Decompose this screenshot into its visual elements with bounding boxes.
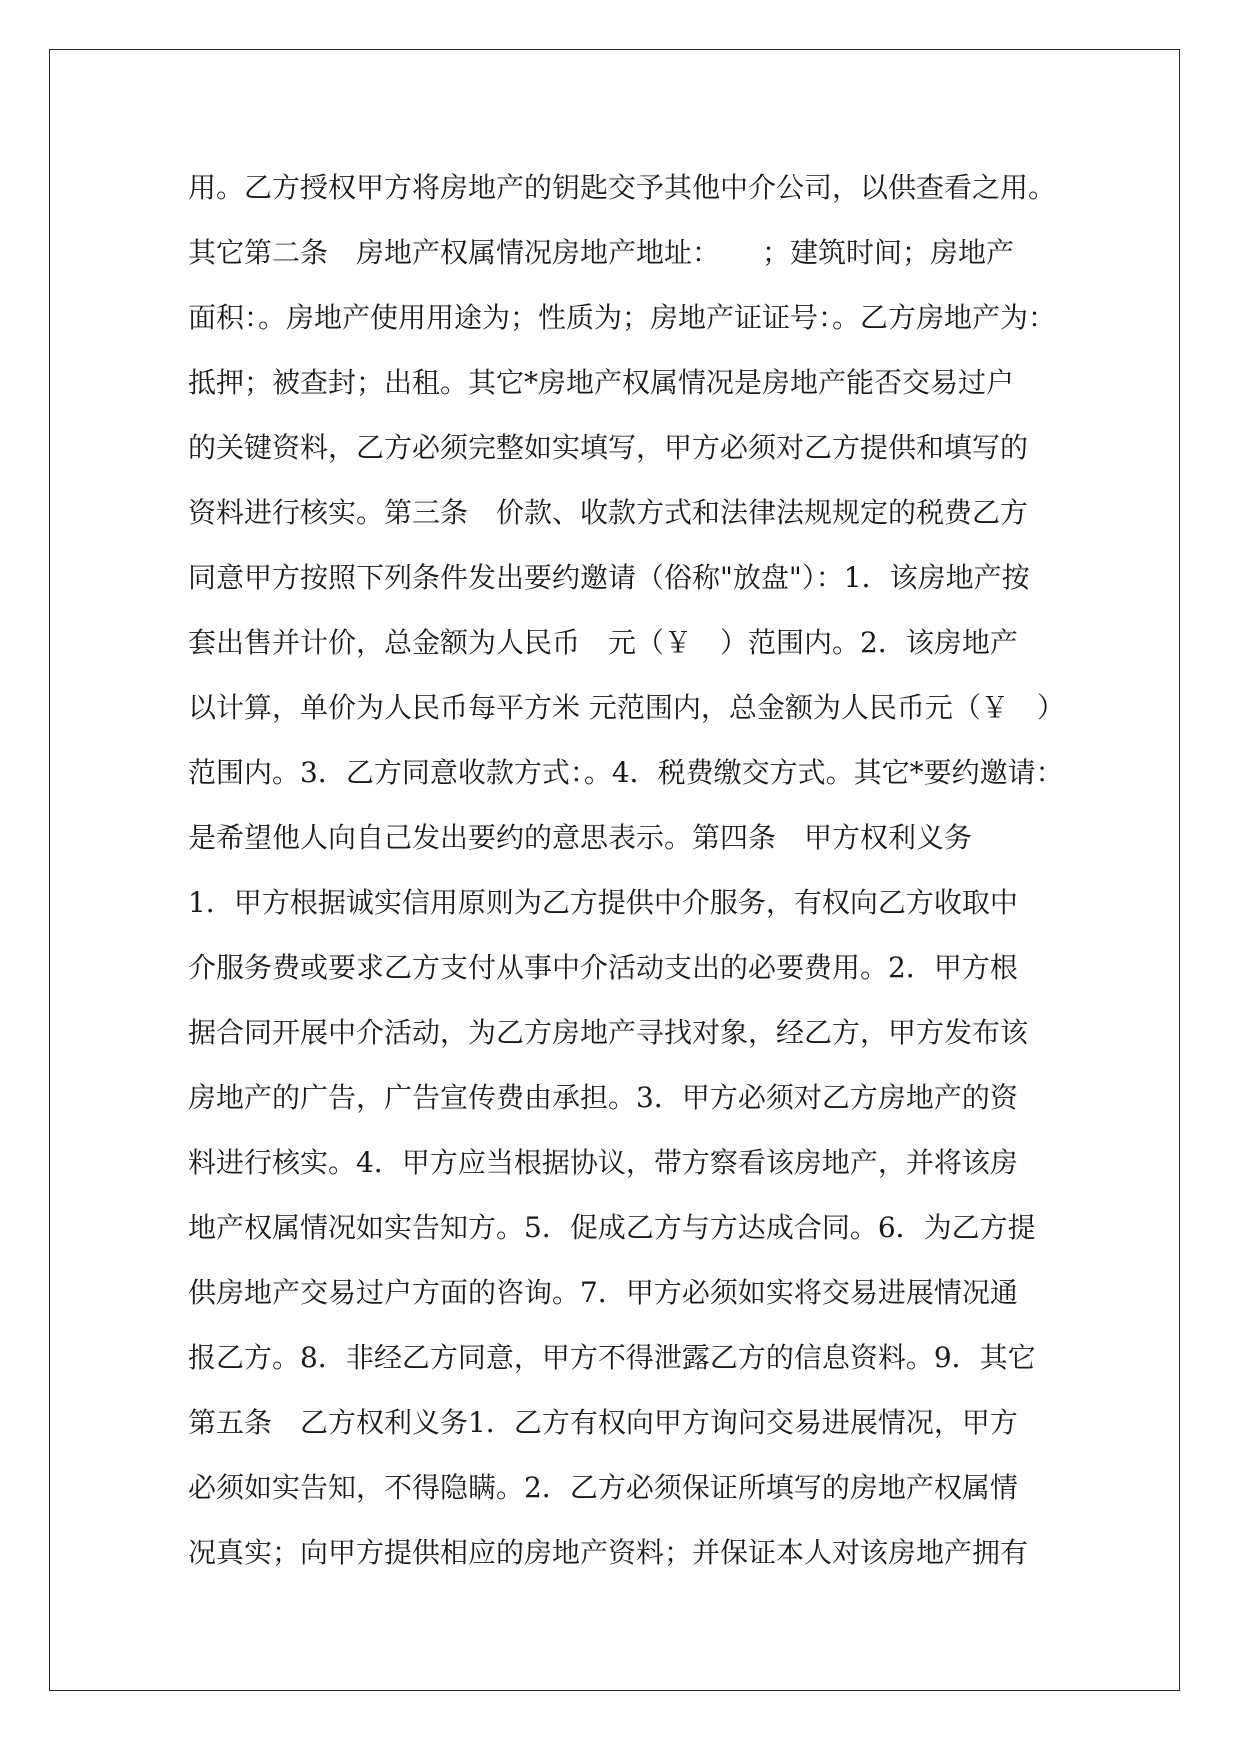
text-line: 据合同开展中介活动，为乙方房地产寻找对象，经乙方，甲方发布该 bbox=[188, 1016, 1029, 1049]
text-line: 抵押；被查封；出租。其它*房地产权属情况是房地产能否交易过户 bbox=[188, 366, 1015, 399]
text-line: 其它第二条 房地产权属情况房地产地址： ；建筑时间；房地产 bbox=[188, 236, 1015, 269]
text-line: 介服务费或要求乙方支付从事中介活动支出的必要费用。2．甲方根 bbox=[188, 951, 1018, 984]
text-line: 地产权属情况如实告知方。5．促成乙方与方达成合同。6．为乙方提 bbox=[188, 1211, 1036, 1244]
text-line: 用。乙方授权甲方将房地产的钥匙交予其他中介公司，以供查看之用。 bbox=[188, 171, 1057, 204]
text-line: 以计算，单价为人民币每平方米 元范围内，总金额为人民币元（￥ ） bbox=[188, 691, 1065, 724]
text-line: 范围内。3．乙方同意收款方式：。4．税费缴交方式。其它*要约邀请： bbox=[188, 756, 1064, 789]
text-line: 必须如实告知，不得隐瞒。2．乙方必须保证所填写的房地产权属情 bbox=[188, 1471, 1018, 1504]
text-line: 况真实；向甲方提供相应的房地产资料；并保证本人对该房地产拥有 bbox=[188, 1536, 1029, 1569]
text-line: 资料进行核实。第三条 价款、收款方式和法律法规规定的税费乙方 bbox=[188, 496, 1029, 529]
text-line: 套出售并计价，总金额为人民币 元（￥ ）范围内。2．该房地产 bbox=[188, 626, 1018, 659]
text-line: 料进行核实。4．甲方应当根据协议，带方察看该房地产，并将该房 bbox=[188, 1146, 1018, 1179]
text-line: 的关键资料，乙方必须完整如实填写，甲方必须对乙方提供和填写的 bbox=[188, 431, 1029, 464]
text-line: 第五条 乙方权利义务1．乙方有权向甲方询问交易进展情况，甲方 bbox=[188, 1406, 1018, 1439]
text-line: 报乙方。8．非经乙方同意，甲方不得泄露乙方的信息资料。9．其它 bbox=[188, 1341, 1036, 1374]
contract-text bbox=[188, 155, 1078, 1585]
text-line: 供房地产交易过户方面的咨询。7．甲方必须如实将交易进展情况通 bbox=[188, 1276, 1018, 1309]
text-line: 是希望他人向自己发出要约的意思表示。第四条 甲方权利义务 bbox=[188, 821, 973, 854]
text-line: 同意甲方按照下列条件发出要约邀请（俗称"放盘"）：1．该房地产按 bbox=[188, 561, 1030, 594]
text-line: 1．甲方根据诚实信用原则为乙方提供中介服务，有权向乙方收取中 bbox=[188, 886, 1018, 919]
text-line: 面积：。房地产使用用途为；性质为；房地产证证号：。乙方房地产为： bbox=[188, 301, 1057, 334]
text-line: 房地产的广告，广告宣传费由承担。3．甲方必须对乙方房地产的资 bbox=[188, 1081, 1018, 1114]
